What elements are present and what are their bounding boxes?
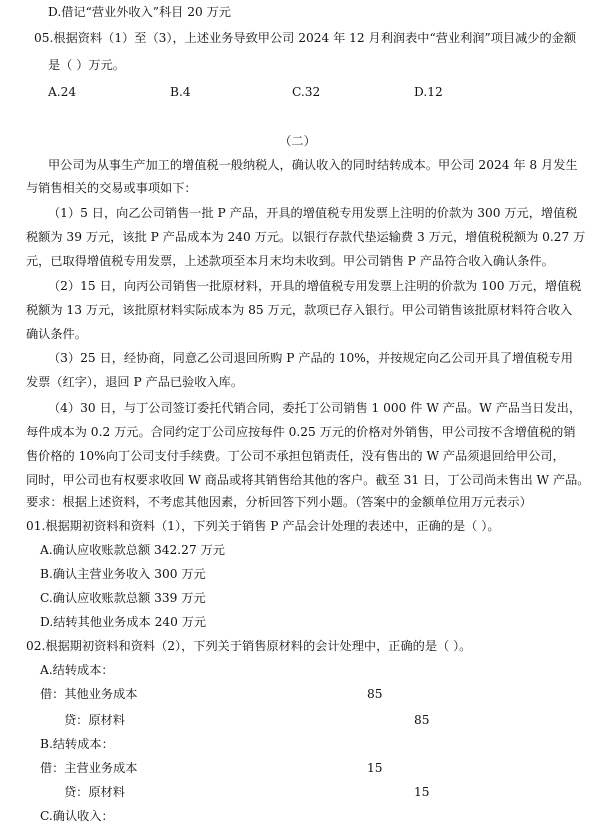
q01-option-d[interactable]: D.结转其他业务成本 240 万元 xyxy=(40,615,207,629)
q01-option-b[interactable]: B.确认主营业务收入 300 万元 xyxy=(40,567,206,581)
q02-b-credit-amount: 15 xyxy=(414,785,430,799)
q02-a-credit-entry: 贷：原材料 xyxy=(64,713,125,727)
item2-line1: （2）15 日，向丙公司销售一批原材料，开具的增值税专用发票上注明的价款为 100 万元，增值税 xyxy=(48,279,582,293)
q02-option-b-label[interactable]: B.结转成本： xyxy=(40,737,114,751)
item4-line3: 售价格的 10%向丁公司支付手续费。丁公司不承担包销责任，没有售出的 W 产品须退回给甲公司， xyxy=(26,449,565,463)
item1-line2: 税额为 39 万元，该批 P 产品成本为 240 万元。以银行存款代垫运输费 3 万元，增值税税额为 0.27 万 xyxy=(26,230,586,244)
q5-stem-line2: 是（ ）万元。 xyxy=(48,58,125,72)
item1-line1: （1）5 日，向乙公司销售一批 P 产品，开具的增值税专用发票上注明的价款为 300 万元，增值税 xyxy=(48,206,578,220)
item2-line2: 税额为 13 万元，该批原材料实际成本为 85 万元，款项已存入银行。甲公司销售该批原材料符合收入 xyxy=(26,303,573,317)
q02-a-debit-amount: 85 xyxy=(367,687,383,701)
q5-option-c[interactable]: C.32 xyxy=(292,85,321,99)
q02-option-a-label[interactable]: A.结转成本： xyxy=(40,663,114,677)
item2-line3: 确认条件。 xyxy=(26,327,87,341)
q5-option-a[interactable]: A.24 xyxy=(48,85,77,99)
q5-stem-line1: 05.根据资料（1）至（3），上述业务导致甲公司 2024 年 12 月利润表中“营业利润”项目减少的金额 xyxy=(34,31,577,45)
item4-line1: （4）30 日，与丁公司签订委托代销合同，委托丁公司销售 1 000 件 W 产品。W 产品当日发出， xyxy=(48,401,582,415)
q02-b-debit-entry: 借：主营业务成本 xyxy=(40,761,138,775)
q5-option-b[interactable]: B.4 xyxy=(170,85,191,99)
item1-line3: 元，已取得增值税专用发票，上述款项至本月末均未收到。甲公司销售 P 产品符合收入确认条件。 xyxy=(26,254,554,268)
q02-b-credit-entry: 贷：原材料 xyxy=(64,785,125,799)
q01-stem: 01.根据期初资料和资料（1），下列关于销售 P 产品会计处理的表述中，正确的是（ ）。 xyxy=(26,519,500,533)
requirement: 要求：根据上述资料，不考虑其他因素，分析回答下列小题。（答案中的金额单位用万元表示） xyxy=(26,495,532,509)
q01-option-c[interactable]: C.确认应收账款总额 339 万元 xyxy=(40,591,206,605)
item4-line2: 每件成本为 0.2 万元。合同约定丁公司应按每件 0.25 万元的价格对外销售，甲公司按不含增值税的销 xyxy=(26,425,576,439)
q02-option-c-label[interactable]: C.确认收入： xyxy=(40,809,114,823)
item4-line4: 同时，甲公司也有权要求收回 W 商品或将其销售给其他的客户。截至 31 日，丁公司尚未售出 W 产品。 xyxy=(26,473,590,487)
intro-line2: 与销售相关的交易或事项如下： xyxy=(26,181,197,195)
q4-option-d: D.借记“营业外收入”科目 20 万元 xyxy=(48,5,231,19)
q02-stem: 02.根据期初资料和资料（2），下列关于销售原材料的会计处理中，正确的是（ ）。 xyxy=(26,639,472,653)
intro-line1: 甲公司为从事生产加工的增值税一般纳税人，确认收入的同时结转成本。甲公司 2024 年 8 月发生 xyxy=(48,158,578,172)
q02-a-debit-entry: 借：其他业务成本 xyxy=(40,687,138,701)
q02-b-debit-amount: 15 xyxy=(367,761,383,775)
section-title: （二） xyxy=(279,134,316,148)
item3-line1: （3）25 日，经协商，同意乙公司退回所购 P 产品的 10%，并按规定向乙公司开具了增值税专用 xyxy=(48,351,573,365)
q02-a-credit-amount: 85 xyxy=(414,713,430,727)
item3-line2: 发票（红字），退回 P 产品已验收入库。 xyxy=(26,375,244,389)
q01-option-a[interactable]: A.确认应收账款总额 342.27 万元 xyxy=(40,543,225,557)
q5-option-d[interactable]: D.12 xyxy=(414,85,443,99)
